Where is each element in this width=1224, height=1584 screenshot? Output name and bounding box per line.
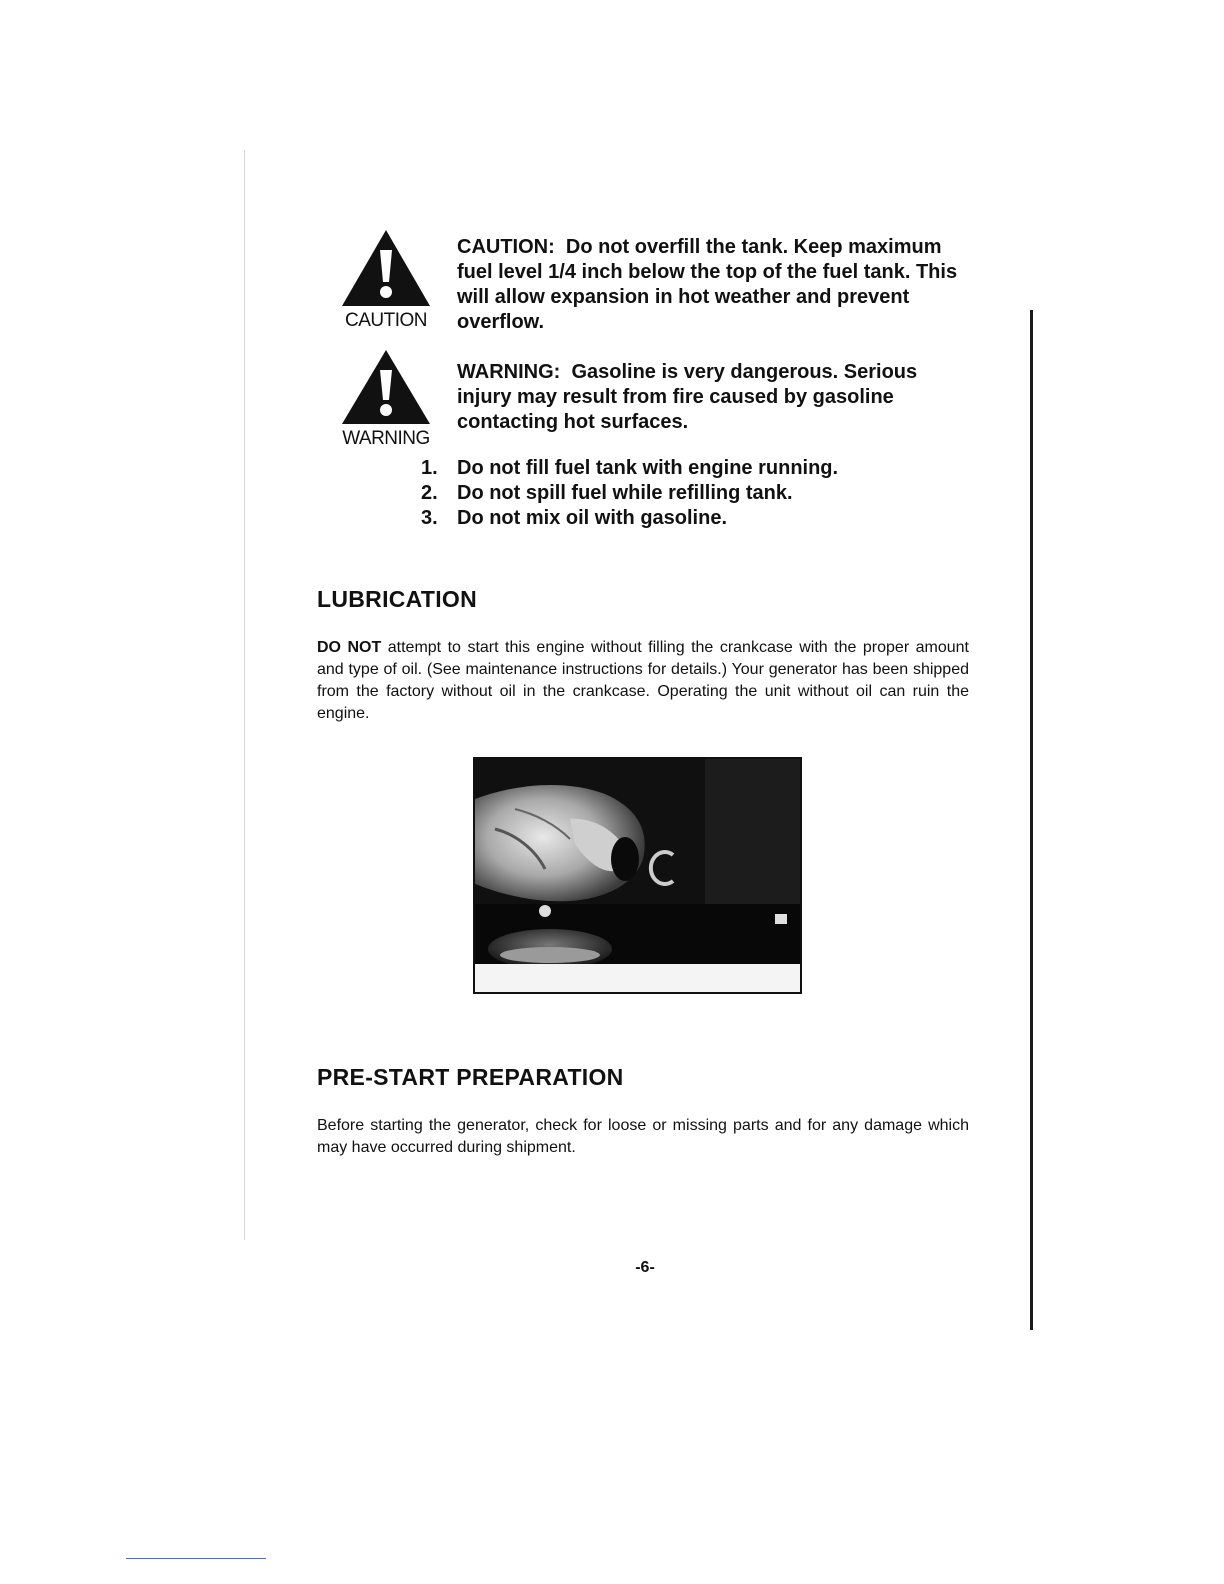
caution-notice <box>340 228 980 338</box>
caution-symbol <box>340 228 432 332</box>
fuel-rules-list <box>400 456 838 531</box>
warning-body: Gasoline is very dangerous. Serious injury may result from fire caused by gasoline contacting hot surfaces. <box>457 361 918 433</box>
page-edge-left <box>244 150 245 1240</box>
lubrication-heading: LUBRICATION <box>317 586 478 612</box>
rule-text: Do not fill fuel tank with engine running. <box>457 457 839 479</box>
bottom-rule <box>126 1558 266 1559</box>
caution-text <box>457 235 967 335</box>
rule-text: Do not spill fuel while refilling tank. <box>457 482 793 504</box>
warning-notice <box>340 348 980 456</box>
warning-text <box>457 360 967 435</box>
list-item <box>400 456 838 481</box>
oil-fill-photo-image <box>475 759 800 992</box>
warning-symbol-label: WARNING <box>342 428 430 449</box>
caution-symbol-label: CAUTION <box>345 310 427 331</box>
warning-heading: WARNING: <box>457 361 561 383</box>
caution-heading: CAUTION: <box>457 236 555 258</box>
list-item <box>400 481 838 506</box>
lubrication-body: attempt to start this engine without filling the crankcase with the proper amount and type of oil. (See maintenance instructions for details.) Your generator has been shipped from the factory without oil in the crankcase. Operating the unit without oil can ruin the engine. <box>317 639 970 722</box>
warning-triangle-icon <box>340 348 432 426</box>
prestart-heading: PRE-START PREPARATION <box>317 1064 624 1090</box>
warning-symbol <box>340 348 432 450</box>
list-item <box>400 506 838 531</box>
rule-number: 3. <box>421 507 438 529</box>
lubrication-lead: DO NOT <box>317 639 382 656</box>
page-number: -6- <box>635 1259 655 1276</box>
rule-number: 2. <box>421 482 438 504</box>
lubrication-paragraph <box>317 637 969 725</box>
caution-triangle-icon <box>340 228 432 308</box>
prestart-paragraph: Before starting the generator, check for loose or missing parts and for any damage which may have occurred during shipment. <box>317 1117 969 1156</box>
oil-fill-photo <box>473 757 802 994</box>
rule-text: Do not mix oil with gasoline. <box>457 507 728 529</box>
page-edge-right <box>1030 310 1033 1330</box>
rule-number: 1. <box>421 457 438 479</box>
caution-body: Do not overfill the tank. Keep maximum fuel level 1/4 inch below the top of the fuel tank. This will allow expansion in hot weather and prevent overflow. <box>457 236 958 333</box>
